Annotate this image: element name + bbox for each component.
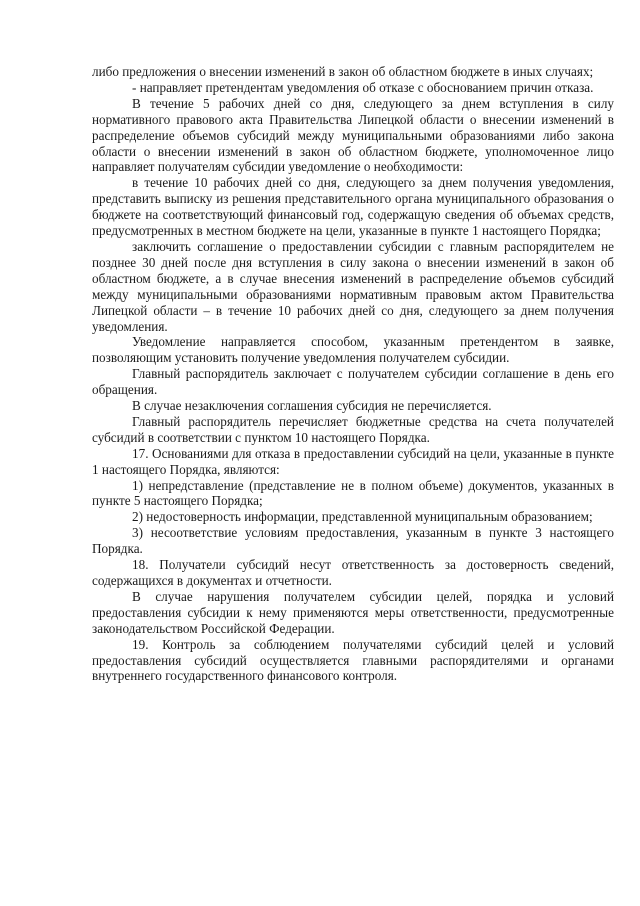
paragraph: Главный распорядитель заключает с получателем субсидии соглашение в день его обращения. (92, 366, 614, 398)
paragraph: 1) непредставление (представление не в полном объеме) документов, указанных в пункте 5 настоящего Порядка; (92, 477, 614, 509)
paragraph: Главный распорядитель перечисляет бюджетные средства на счета получателей субсидий в соответствии с пунктом 10 настоящего Порядка. (92, 413, 614, 445)
paragraph: - направляет претендентам уведомления об отказе с обоснованием причин отказа. (132, 79, 594, 95)
paragraph: Уведомление направляется способом, указанным претендентом в заявке, позволяющим установить получение уведомления получателем субсидии. (92, 334, 614, 366)
paragraph: в течение 10 рабочих дней со дня, следующего за днем получения уведомления, представить выписку из решения представительного органа муниципального образования о бюджете на соответствующий финансовый год, содержащую сведения об объемах средств, предусмотренных в местном бюджете на цели, указанные в пункте 1 настоящего Порядка; (92, 175, 614, 239)
paragraph: заключить соглашение о предоставлении субсидии с главным распорядителем не позднее 30 дней после дня вступления в силу закона о внесении изменений в закон об областном бюджете, а в случае внесения изменений в распределение объемов субсидий между муниципальными образованиями нормативным правовым актом Правительства Липецкой области – в течение 10 рабочих дней со дня, следующего за днем получения уведомления. (92, 238, 614, 334)
paragraph: В случае незаключения соглашения субсидия не перечисляется. (132, 398, 492, 414)
document-body (92, 64, 614, 684)
paragraph: 17. Основаниями для отказа в предоставлении субсидий на цели, указанные в пункте 1 настоящего Порядка, являются: (92, 445, 614, 477)
paragraph: 18. Получатели субсидий несут ответственность за достоверность сведений, содержащихся в документах и отчетности. (92, 557, 614, 588)
paragraph: 19. Контроль за соблюдением получателями субсидий целей и условий предоставления субсидий осуществляется главными распорядителями и органами внутреннего государственного финансового контроля. (92, 636, 614, 684)
paragraph: В течение 5 рабочих дней со дня, следующего за днем вступления в силу нормативного правового акта Правительства Липецкой области о внесении изменений в распределение объемов субсидий между муниципальными образованиями либо закона области о внесении изменений в закон об областном бюджете, уполномоченное лицо направляет получателям субсидии уведомление о необходимости: (92, 95, 614, 175)
paragraph: 3) несоответствие условиям предоставления, указанным в пункте 3 настоящего Порядка. (92, 525, 614, 557)
paragraph: 2) недостоверность информации, представленной муниципальным образованием; (132, 509, 593, 525)
paragraph: либо предложения о внесении изменений в закон об областном бюджете в иных случаях; (92, 64, 594, 79)
paragraph: В случае нарушения получателем субсидии целей, порядка и условий предоставления субсидии к нему применяются меры ответственности, предусмотренные законодательством Российской Федерации. (92, 588, 614, 636)
